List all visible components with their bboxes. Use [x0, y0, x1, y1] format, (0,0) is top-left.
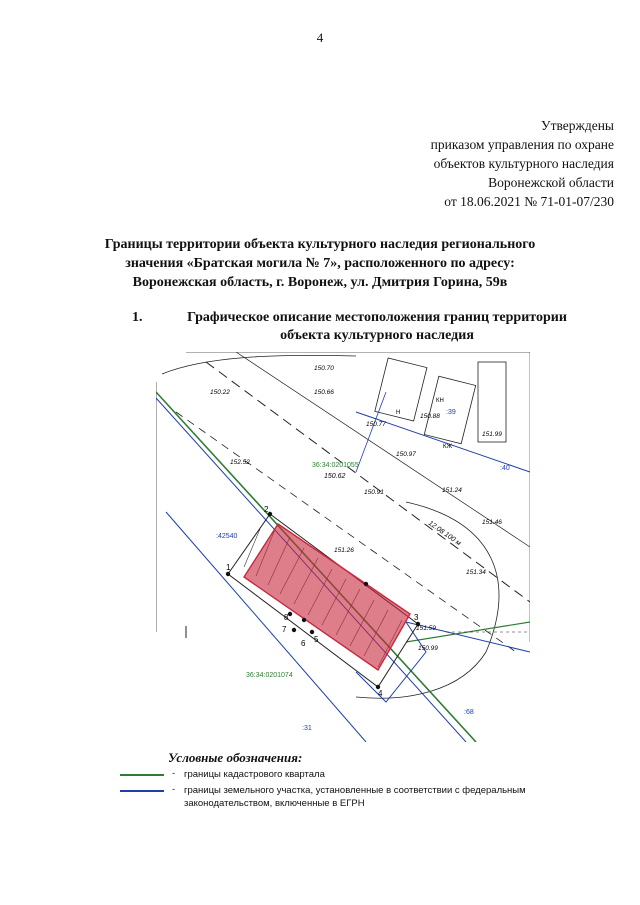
blue-line-swatch [120, 790, 164, 792]
elevation-label: 150.22 [210, 389, 230, 396]
approval-line: Воронежской области [488, 175, 614, 190]
street-edge [236, 352, 530, 547]
plot-label: :68 [464, 709, 474, 716]
section-title-line: объекта культурного наследия [280, 328, 474, 343]
road-label: 12.08 100 м [426, 519, 462, 548]
section-title-line: Графическое описание местоположения границ территории [187, 310, 567, 325]
section-number: 1. [132, 310, 143, 325]
elevation-label: 150.77 [366, 421, 386, 428]
elevation-label: 150.70 [314, 365, 334, 372]
building-mark: КН [436, 398, 444, 404]
title-line: Воронежская область, г. Воронеж, ул. Дмитрия Горина, 59в [132, 275, 508, 290]
elevation-label: 151.46 [482, 519, 502, 526]
point-label: 2 [264, 505, 269, 514]
page-number: 4 [316, 30, 324, 45]
elevation-label: 151.26 [334, 547, 354, 554]
elevation-label: 150.66 [314, 389, 334, 396]
legend-dash: - [172, 768, 176, 779]
quarter-label: 36:34:0201055 [312, 462, 359, 469]
plot-label: :31 [302, 725, 312, 732]
point-label: 1 [226, 563, 231, 572]
green-line-swatch [120, 774, 164, 776]
elevation-label: 150.88 [420, 413, 440, 420]
point-label: 3 [414, 613, 419, 622]
approval-line: Утверждены [541, 118, 614, 133]
approval-line: объектов культурного наследия [433, 156, 614, 171]
approval-block [334, 116, 614, 211]
building-outline [375, 358, 427, 421]
land-plot-line [356, 392, 386, 472]
point-label: 4 [378, 689, 383, 698]
road-label: 150.62 [324, 473, 346, 480]
point-label: 5 [314, 635, 319, 644]
approval-line: от 18.06.2021 № 71-01-07/230 [444, 194, 614, 209]
point-label: 8 [284, 613, 289, 622]
plot-label: :39 [446, 409, 456, 416]
elevation-label: 150.97 [396, 451, 416, 458]
elevation-label: 151.24 [442, 487, 462, 494]
legend-text: границы кадастрового квартала [184, 769, 325, 780]
plot-label: :42540 [216, 533, 238, 540]
legend-title: Условные обозначения: [168, 750, 303, 765]
legend-dash: - [172, 784, 176, 795]
elevation-label: 151.34 [466, 569, 486, 576]
boundary-map [156, 352, 530, 742]
elevation-label: 150.91 [364, 489, 384, 496]
building-mark: Н [396, 410, 401, 416]
title-line: значения «Братская могила № 7», расположенного по адресу: [125, 256, 515, 271]
elevation-label: 150.99 [418, 645, 438, 652]
building-outline [478, 362, 506, 442]
legend-text: границы земельного участка, установленные в соответствии с федеральным законодательством, включенные в ЕГРН [184, 785, 526, 809]
elevation-label: 151.99 [482, 431, 502, 438]
section-heading [132, 309, 582, 345]
quarter-label: 36:34:0201074 [246, 672, 293, 679]
plot-label: :40 [500, 465, 510, 472]
title-line: Границы территории объекта культурного наследия регионального [104, 237, 536, 252]
document-title [70, 235, 570, 292]
building-mark: КЖ [443, 444, 453, 450]
point-label: 7 [282, 625, 287, 634]
approval-line: приказом управления по охране [430, 137, 614, 152]
point-label: 6 [301, 639, 306, 648]
elevation-label: 152.52 [230, 459, 250, 466]
elevation-label: 151.59 [416, 625, 436, 632]
